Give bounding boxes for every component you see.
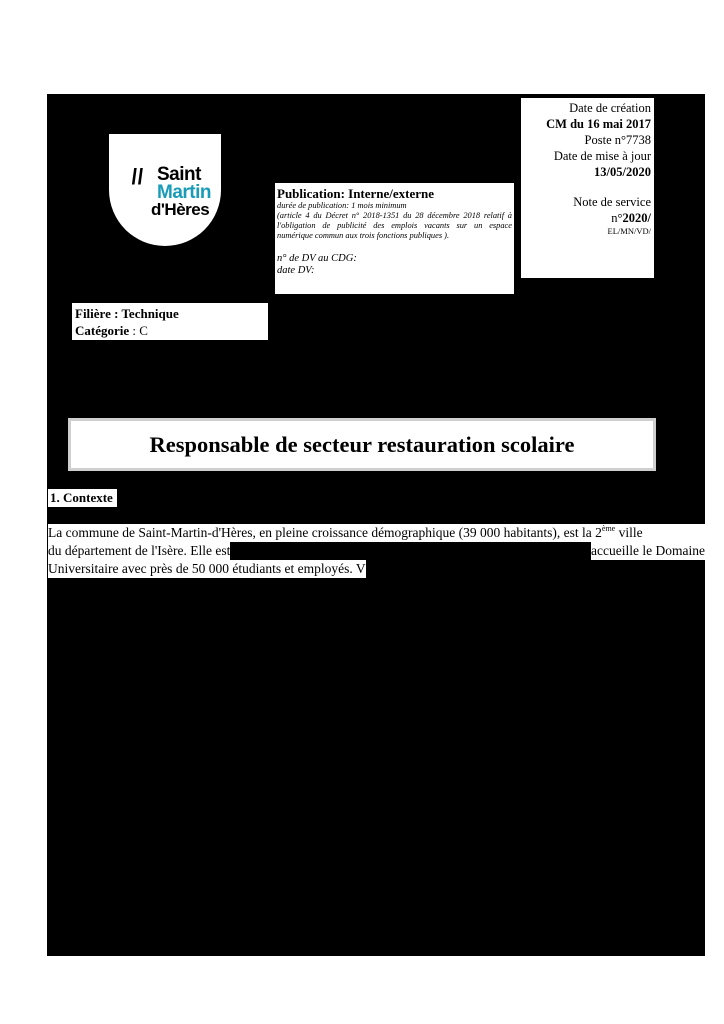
publication-box	[274, 182, 515, 295]
section-heading-contexte: 1. Contexte	[48, 489, 117, 507]
note-number: n°2020/	[611, 211, 651, 225]
context-line-2-end: accueille le Domaine	[591, 543, 705, 558]
publication-legal: (article 4 du Décret n° 2018-1351 du 28 décembre 2018 relatif à l'obligation de publicité des emplois vacants sur un espace numérique commun aux trois fonctions publiques ).	[277, 211, 512, 240]
publication-title: Publication: Interne/externe	[277, 186, 435, 201]
note-label: Note de service	[573, 195, 651, 209]
update-label: Date de mise à jour	[553, 149, 651, 163]
creation-label: Date de création	[569, 101, 651, 115]
categorie-line: Catégorie : C	[75, 323, 148, 338]
poste-number: Poste n°7738	[584, 133, 651, 147]
job-title-box	[68, 418, 656, 471]
logo-text-martin: Martin	[157, 182, 211, 203]
logo-text-saint: Saint	[157, 164, 201, 185]
dv-number: n° de DV au CDG:	[277, 253, 357, 264]
dv-date: date DV:	[277, 265, 315, 276]
job-title: Responsable de secteur restauration scolaire	[71, 421, 653, 468]
classification-box	[72, 303, 268, 340]
context-line-3: Universitaire avec près de 50 000 étudiants et employés. V	[48, 561, 366, 576]
creation-value: CM du 16 mai 2017	[546, 117, 651, 131]
context-line-1: La commune de Saint-Martin-d'Hères, en pleine croissance démographique (39 000 habitants), est la 2ème ville	[48, 524, 706, 542]
logo-text-heres: d'Hères	[151, 200, 210, 219]
logo-mark-icon: \\	[127, 164, 148, 189]
filiere-line: Filière : Technique	[75, 306, 179, 321]
publication-duration: durée de publication: 1 mois minimum	[277, 201, 407, 210]
update-value: 13/05/2020	[594, 165, 651, 179]
context-line-2-start: du département de l'Isère. Elle est	[48, 543, 231, 558]
city-logo	[109, 134, 221, 246]
header-info-box	[521, 98, 654, 278]
note-ref: EL/MN/VD/	[607, 226, 651, 236]
